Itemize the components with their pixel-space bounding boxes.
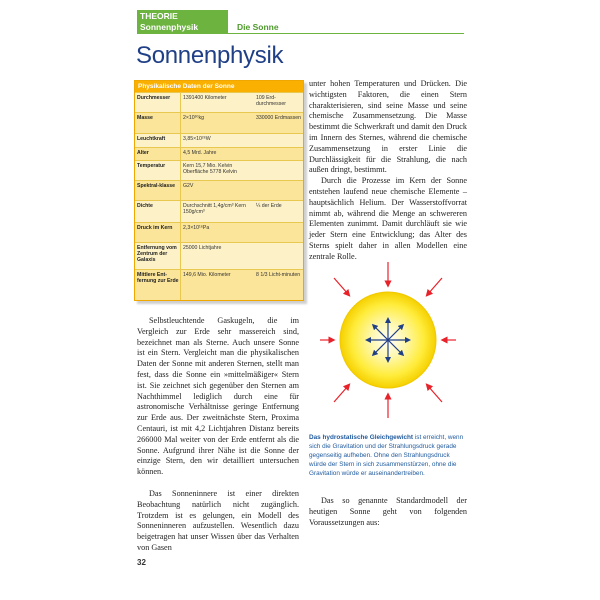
paragraph: unter hohen Temperaturen und Drücken. Die wichtigsten Faktoren, die einen Stern charakterisieren, sind seine Masse und seine chemische Zusammensetzung. Die Masse bestimmt die Schwerkraft und damit den Druck im Innern des Sternes, während die chemische Zusammensetzung in erster Linie die Durchlässigkeit für die Strahlung, die nach außen dringt, bestimmt. xyxy=(309,79,467,175)
row-value: 2×10³⁰kg xyxy=(183,115,204,121)
table-row xyxy=(135,147,303,160)
row-compare: 109 Erd-durchmesser xyxy=(256,95,286,108)
paragraph: Selbstleuchtende Gaskugeln, die im Vergleich zur Erde sehr massereich sind, bezeichnet man als Sterne. Auch unsere Sonne ist ein Stern. Vergleicht man die physikalischen Daten der Sonne mit anderen Sternen, stellt man fest, dass die Sonne ein »mittelmäßiger« Stern ist. Sie zeichnet sich gegenüber den Sternen am Nachthimmel lediglich durch eine für astronomische Verhältnisse geringe Entfernung zur Erde aus. Der zweitnächste Stern, Proxima Centauri, ist mit 4,2 Lichtjahren Distanz bereits 266000 Mal weiter von der Erde entfernt als die Sonne. Aufgrund ihrer Nähe ist die Sonne der einzige Stern, den wir detailliert untersuchen können. xyxy=(137,316,299,477)
section-tab xyxy=(137,10,228,34)
page-title: Sonnenphysik xyxy=(136,42,284,69)
paragraph: Durch die Prozesse im Kern der Sonne entstehen laufend neue chemische Elemente – hauptsächlich Helium. Der Wasserstoffvorrat nimmt ab, während die Menge an schwereren Elementen zunimmt. Damit durchläuft sie wie jeder Stern eine Entwicklung; das Alter des Sterns spielt daher in allen Modellen eine zentrale Rolle. xyxy=(309,176,467,261)
table-row xyxy=(135,222,303,242)
table-heading: Physikalische Daten der Sonne xyxy=(135,81,303,92)
row-label: Dichte xyxy=(137,203,153,209)
caption-text: ist erreicht, wenn sich die Gravitation und der Strahlungsdruck gerade gegenseitig aufheben. Ohne den Strahlungsdruck würde der Stern in sich zusammenstürzen, ohne die Gravitation würde er auseinandertreiben. xyxy=(309,434,464,477)
row-value: Kern 15,7 Mio. Kelvin Oberfläche 5778 Kelvin xyxy=(183,163,237,176)
right-column-continued xyxy=(309,496,467,528)
row-label: Masse xyxy=(137,115,153,121)
row-compare: ¼ der Erde xyxy=(256,203,282,209)
row-label: Spektral-klasse xyxy=(137,183,176,189)
page-number: 32 xyxy=(137,558,146,567)
row-value: G2V xyxy=(183,183,194,189)
row-label: Leuchtkraft xyxy=(137,136,166,142)
table-row xyxy=(135,269,303,300)
section-label: THEORIE xyxy=(140,11,178,21)
row-value: Durchschnitt 1,4g/cm³ Kern 150g/cm³ xyxy=(183,203,246,216)
caption-bold: Das hydrostatische Gleichgewicht xyxy=(309,434,414,441)
row-value: 149,6 Mio. Kilometer xyxy=(183,272,231,278)
topic-label: Die Sonne xyxy=(237,22,279,32)
row-label: Alter xyxy=(137,150,149,156)
row-label: Temperatur xyxy=(137,163,166,169)
row-value: 1391400 Kilometer xyxy=(183,95,227,101)
radiation-pressure-arrows xyxy=(368,320,408,360)
table-row xyxy=(135,92,303,112)
table-row xyxy=(135,112,303,133)
row-value: 25000 Lichtjahre xyxy=(183,245,222,251)
row-value: 2,3×10¹⁶Pa xyxy=(183,225,210,231)
paragraph: Das Sonneninnere ist einer direkten Beobachtung natürlich nicht zugänglich. Trotzdem ist es gelungen, ein Modell des Sonneninneren aufzustellen. Wesentlich dazu beigetragen hat unser Wissen über das Verhalten von Gasen xyxy=(137,488,299,552)
right-column xyxy=(309,79,467,263)
figure-caption xyxy=(309,433,467,478)
table-row xyxy=(135,133,303,147)
table-row xyxy=(135,200,303,222)
row-label: Mittlere Ent-fernung zur Erde xyxy=(137,272,179,285)
table-row xyxy=(135,160,303,180)
sun-data-table xyxy=(134,80,304,301)
row-label: Durchmesser xyxy=(137,95,171,101)
row-value: 4,5 Mrd. Jahre xyxy=(183,150,217,156)
header-rule xyxy=(228,33,464,34)
hydrostatic-equilibrium-diagram xyxy=(318,258,458,426)
row-compare: 330000 Erdmassen xyxy=(256,115,301,121)
left-column xyxy=(137,316,299,554)
row-label: Entfernung vom Zentrum der Galaxis xyxy=(137,245,177,264)
row-label: Druck im Kern xyxy=(137,225,173,231)
table-row xyxy=(135,180,303,200)
table-row xyxy=(135,242,303,269)
paragraph: Das so genannte Standardmodell der heutigen Sonne geht von folgenden Voraussetzungen aus: xyxy=(309,496,467,527)
row-value: 3,85×10²⁶W xyxy=(183,136,211,142)
subsection-label: Sonnenphysik xyxy=(140,22,199,32)
row-compare: 8 1/3 Licht-minuten xyxy=(256,272,301,278)
